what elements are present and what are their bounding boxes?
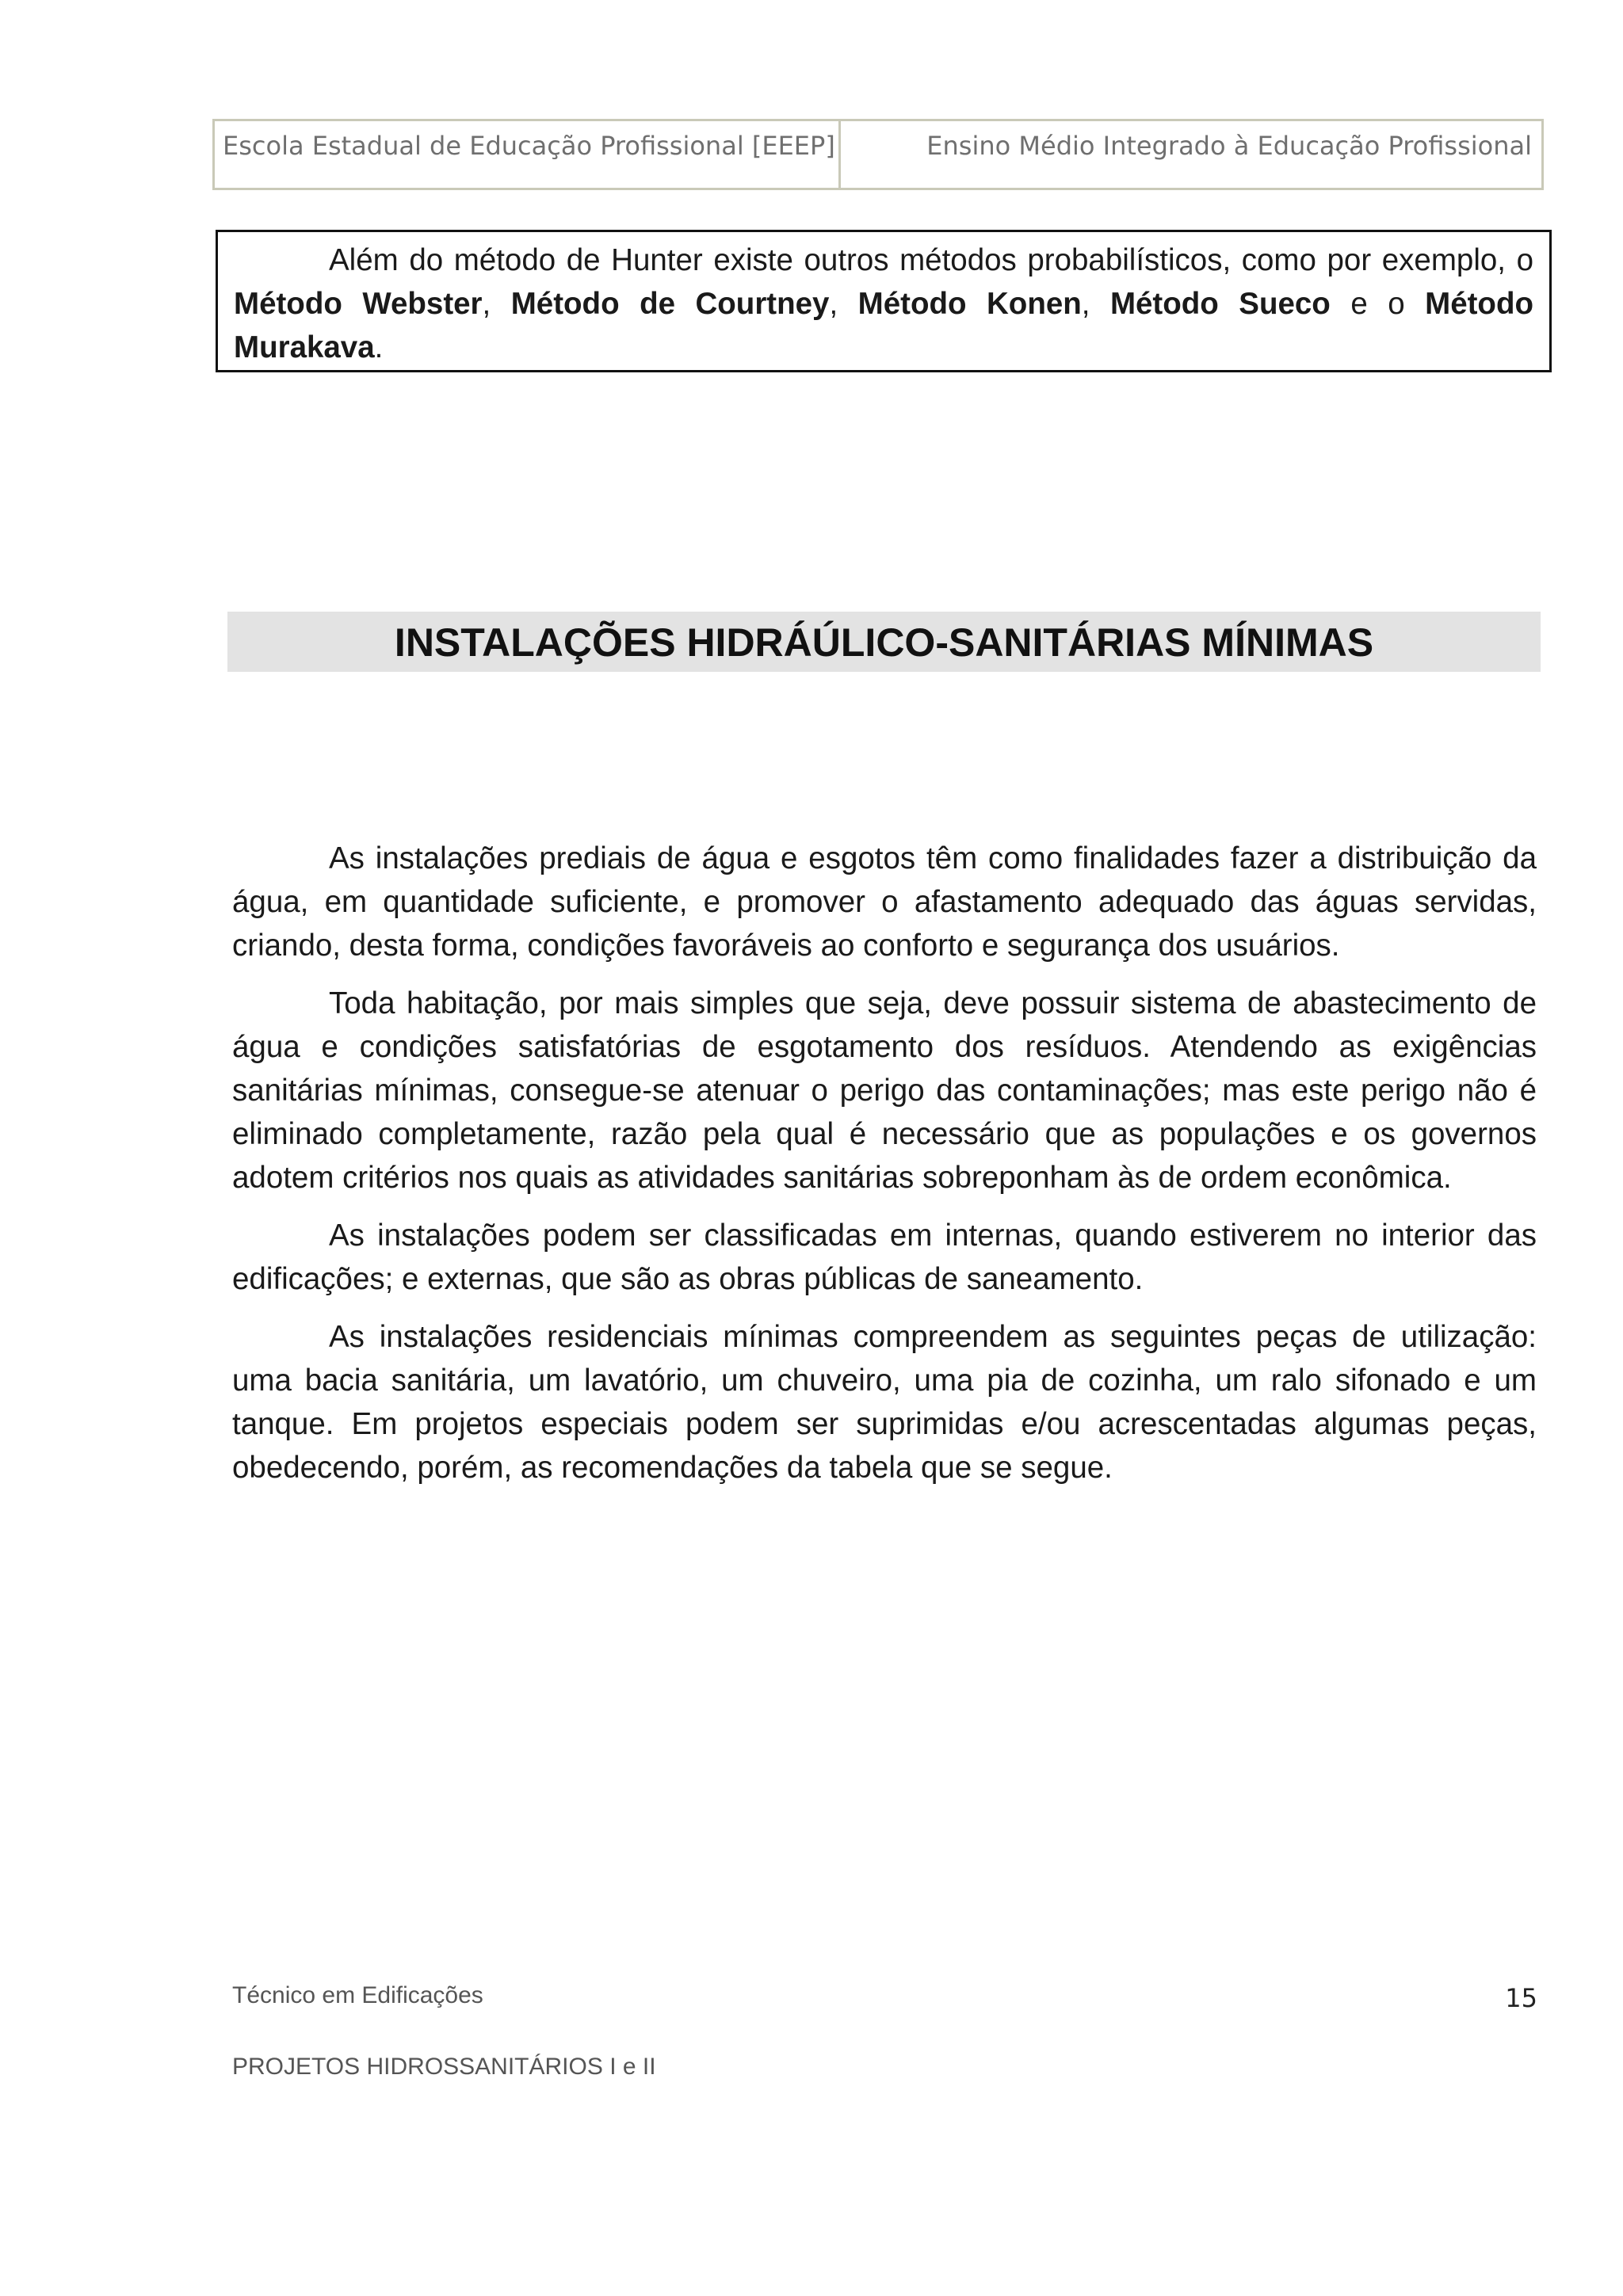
note-text-intro: Além do método de Hunter existe outros métodos probabilísticos, como por exemplo, o — [329, 243, 1533, 277]
paragraph: As instalações podem ser classificadas em internas, quando estiverem no interior das edificações; e externas, que são as obras públicas de saneamento. — [232, 1219, 1537, 1296]
method-sueco: Método Sueco — [1109, 287, 1331, 321]
paragraph: As instalações prediais de água e esgotos têm como finalidades fazer a distribuição da água, em quantidade suficiente, e promover o afastamento adequado das águas servidas, criando, desta forma, condições favoráveis ao conforto e segurança dos usuários. — [232, 841, 1537, 963]
page-header — [212, 119, 1544, 190]
method-webster: Método Webster — [234, 287, 483, 321]
header-school-name: Escola Estadual de Educação Profissional [EEEP] — [215, 121, 841, 188]
paragraph: Toda habitação, por mais simples que seja, deve possuir sistema de abastecimento de água e condições satisfatórias de esgotamento dos resíduos. Atendendo as exigências sanitárias mínimas, consegue-se atenuar o perigo das contaminações; mas este perigo não é eliminado completamente, razão pela qual é necessário que as populações e os governos adotem critérios nos quais as atividades sanitárias sobreponham às de ordem econômica. — [232, 986, 1537, 1195]
footer-subject: PROJETOS HIDROSSANITÁRIOS I e II — [232, 2054, 656, 2080]
page-number: 15 — [1505, 1983, 1537, 2013]
method-courtney: Método de Courtney — [510, 287, 830, 321]
note-separator: e o — [1330, 287, 1426, 321]
body-text — [232, 837, 1537, 1504]
method-murakava: Método Murakava — [234, 287, 1533, 364]
header-program-name: Ensino Médio Integrado à Educação Profissional — [926, 131, 1532, 161]
method-konen: Método Konen — [857, 287, 1082, 321]
paragraph: As instalações residenciais mínimas compreendem as seguintes peças de utilização: uma bacia sanitária, um lavatório, um chuveiro, uma pia de cozinha, um ralo sifonado e um tanque. Em projetos especiais podem ser suprimidas e/ou acrescentadas algumas peças, obedecendo, porém, as recomendações da tabela que se segue. — [232, 1320, 1537, 1485]
methods-note-text — [234, 238, 1533, 369]
section-title: INSTALAÇÕES HIDRÁÚLICO-SANITÁRIAS MÍNIMAS — [227, 612, 1541, 672]
footer-course: Técnico em Edificações — [232, 1982, 483, 2008]
note-separator: , — [1081, 287, 1110, 321]
methods-note-box — [216, 230, 1552, 372]
note-end: . — [374, 330, 384, 364]
note-separator: , — [482, 287, 511, 321]
note-separator: , — [829, 287, 858, 321]
